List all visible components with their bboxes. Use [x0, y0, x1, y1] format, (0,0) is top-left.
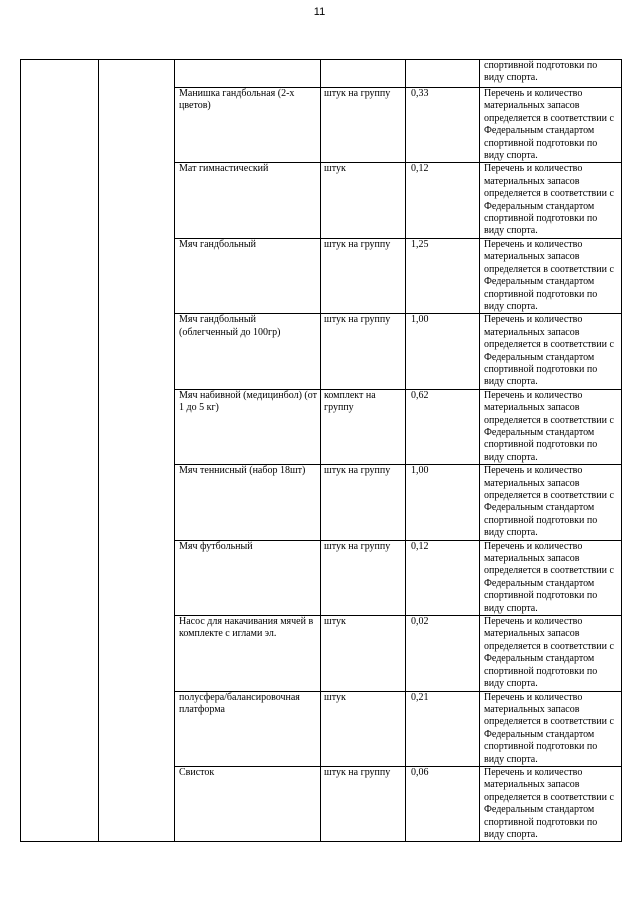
inventory-table: [20, 59, 622, 842]
item-name: Манишка гандбольная (2-х цветов): [175, 88, 321, 163]
item-note: Перечень и количество материальных запасов определяется в соответствии с Федеральным стандартом спортивной подготовки по виду спорта.: [480, 465, 622, 540]
item-name: Мяч гандбольный (облегченный до 100гр): [175, 314, 321, 389]
item-note: Перечень и количество материальных запасов определяется в соответствии с Федеральным стандартом спортивной подготовки по виду спорта.: [480, 616, 622, 691]
item-name: Мат гимнастический: [175, 163, 321, 238]
item-quantity: 0,06: [406, 766, 480, 841]
item-quantity-cell: [406, 60, 480, 88]
empty-column-1: [21, 60, 99, 842]
item-quantity: 0,12: [406, 540, 480, 615]
page-number: 11: [313, 6, 326, 18]
item-quantity: 1,25: [406, 238, 480, 313]
item-name: Свисток: [175, 766, 321, 841]
item-unit: штук: [321, 616, 406, 691]
item-note: Перечень и количество материальных запасов определяется в соответствии с Федеральным стандартом спортивной подготовки по виду спорта.: [480, 691, 622, 766]
item-name: Мяч гандбольный: [175, 238, 321, 313]
item-quantity: 1,00: [406, 314, 480, 389]
item-unit: штук на группу: [321, 465, 406, 540]
item-name: Насос для накачивания мячей в комплекте с иглами эл.: [175, 616, 321, 691]
item-note: Перечень и количество материальных запасов определяется в соответствии с Федеральным стандартом спортивной подготовки по виду спорта.: [480, 540, 622, 615]
item-unit: штук на группу: [321, 314, 406, 389]
item-name: Мяч теннисный (набор 18шт): [175, 465, 321, 540]
item-note: Перечень и количество материальных запасов определяется в соответствии с Федеральным стандартом спортивной подготовки по виду спорта.: [480, 314, 622, 389]
item-note: Перечень и количество материальных запасов определяется в соответствии с Федеральным стандартом спортивной подготовки по виду спорта.: [480, 766, 622, 841]
item-name: полусфера/балансировочная платформа: [175, 691, 321, 766]
item-unit: штук на группу: [321, 238, 406, 313]
item-note-cell: спортивной подготовки по виду спорта.: [480, 60, 622, 88]
item-note: Перечень и количество материальных запасов определяется в соответствии с Федеральным стандартом спортивной подготовки по виду спорта.: [480, 163, 622, 238]
item-unit: комплект на группу: [321, 389, 406, 464]
item-unit: штук на группу: [321, 88, 406, 163]
item-note: Перечень и количество материальных запасов определяется в соответствии с Федеральным стандартом спортивной подготовки по виду спорта.: [480, 389, 622, 464]
item-name: Мяч набивной (медицинбол) (от 1 до 5 кг): [175, 389, 321, 464]
item-note: Перечень и количество материальных запасов определяется в соответствии с Федеральным стандартом спортивной подготовки по виду спорта.: [480, 238, 622, 313]
item-unit: штук на группу: [321, 540, 406, 615]
item-unit: штук: [321, 691, 406, 766]
item-name: Мяч футбольный: [175, 540, 321, 615]
item-quantity: 1,00: [406, 465, 480, 540]
empty-column-2: [99, 60, 175, 842]
table-row-continuation: [21, 60, 622, 88]
item-unit: штук на группу: [321, 766, 406, 841]
item-name-cell: [175, 60, 321, 88]
item-quantity: 0,21: [406, 691, 480, 766]
item-quantity: 0,02: [406, 616, 480, 691]
item-quantity: 0,33: [406, 88, 480, 163]
item-unit-cell: [321, 60, 406, 88]
item-quantity: 0,12: [406, 163, 480, 238]
item-quantity: 0,62: [406, 389, 480, 464]
item-note: Перечень и количество материальных запасов определяется в соответствии с Федеральным стандартом спортивной подготовки по виду спорта.: [480, 88, 622, 163]
item-unit: штук: [321, 163, 406, 238]
